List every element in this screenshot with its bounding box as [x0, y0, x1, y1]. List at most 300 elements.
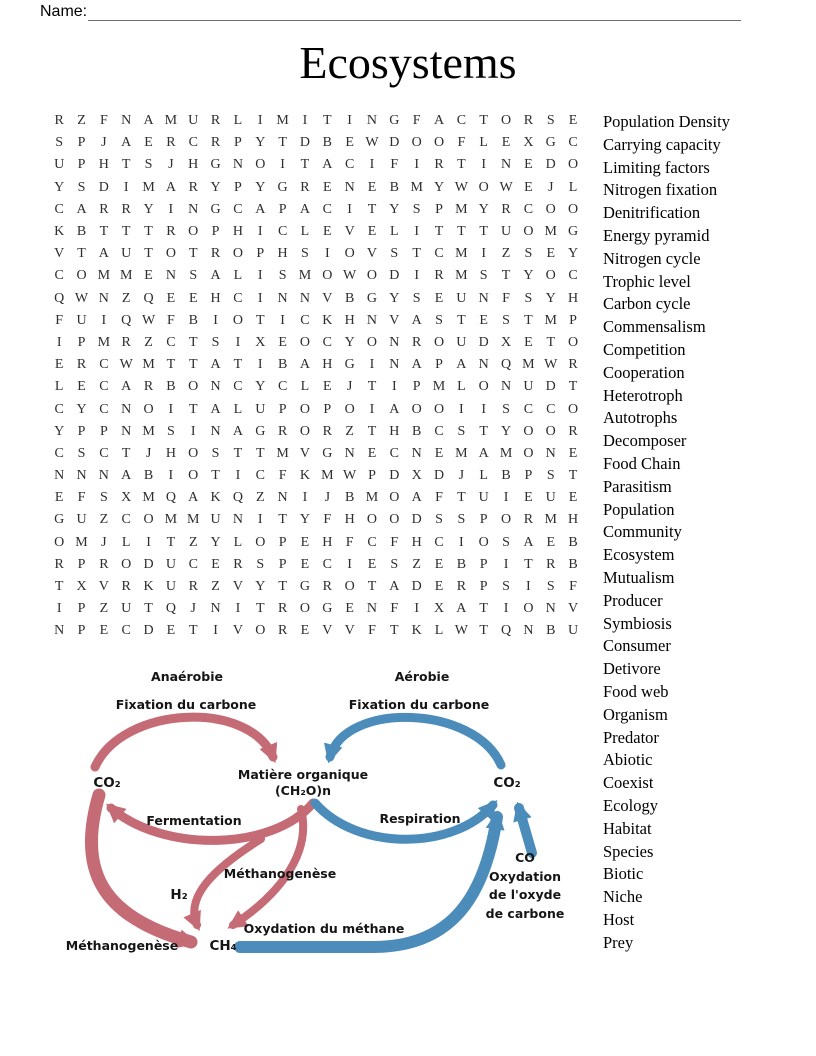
grid-letter: O: [188, 379, 199, 395]
grid-letter: A: [456, 601, 467, 617]
grid-letter: O: [411, 401, 422, 417]
grid-letter: P: [524, 468, 533, 484]
grid-letter: C: [322, 556, 332, 572]
grid-letter: T: [479, 601, 488, 617]
grid-letter: J: [458, 468, 465, 484]
grid-letter: T: [188, 623, 198, 639]
grid-letter: L: [568, 179, 578, 195]
grid-letter: I: [369, 157, 375, 173]
grid-letter: I: [481, 157, 487, 173]
grid-letter: J: [190, 601, 196, 617]
grid-letter: D: [389, 135, 400, 151]
grid-letter: I: [414, 157, 419, 173]
grid-letter: T: [77, 246, 86, 262]
grid-letter: E: [323, 379, 332, 395]
word-list-item: Autotrophs: [603, 408, 678, 428]
grid-letter: T: [367, 579, 377, 595]
grid-letter: M: [142, 490, 155, 506]
grid-letter: N: [232, 157, 243, 173]
grid-letter: M: [298, 268, 312, 284]
grid-letter: I: [369, 401, 375, 417]
word-list-item: Nitrogen fixation: [603, 180, 718, 200]
grid-letter: B: [568, 534, 578, 550]
grid-letter: L: [233, 401, 243, 417]
grid-letter: Y: [255, 135, 266, 151]
grid-letter: Y: [344, 334, 355, 350]
grid-letter: V: [232, 623, 243, 639]
grid-letter: R: [166, 224, 176, 240]
grid-letter: I: [324, 246, 330, 262]
grid-letter: O: [188, 224, 199, 240]
grid-letter: G: [299, 579, 311, 595]
grid-letter: M: [164, 113, 178, 129]
grid-letter: Y: [255, 579, 266, 595]
grid-letter: N: [121, 401, 132, 417]
word-list-item: Habitat: [603, 818, 652, 838]
grid-letter: H: [277, 246, 288, 262]
grid-letter: C: [523, 401, 534, 417]
grid-letter: A: [121, 135, 132, 151]
co2-left-label: CO₂: [93, 775, 121, 791]
grid-letter: C: [99, 445, 109, 461]
grid-letter: B: [166, 379, 176, 395]
grid-letter: I: [101, 312, 107, 328]
co-oxydation-label: [486, 849, 565, 923]
grid-letter: V: [299, 445, 311, 461]
grid-letter: O: [344, 246, 355, 262]
grid-letter: B: [143, 468, 154, 484]
grid-letter: M: [455, 201, 468, 217]
grid-letter: R: [54, 556, 64, 572]
grid-letter: O: [433, 135, 445, 151]
grid-letter: B: [344, 490, 355, 506]
co2-right-label: CO₂: [493, 775, 521, 791]
grid-letter: N: [210, 379, 221, 395]
grid-letter: N: [500, 379, 512, 395]
grid-letter: R: [188, 579, 198, 595]
grid-letter: L: [457, 379, 466, 395]
grid-letter: T: [278, 135, 287, 151]
grid-letter: H: [568, 512, 579, 528]
grid-letter: S: [546, 113, 555, 129]
grid-letter: S: [524, 290, 533, 306]
word-list-item: Mutualism: [603, 567, 675, 587]
grid-letter: O: [568, 334, 579, 350]
word-list-item: Energy pyramid: [603, 225, 710, 245]
grid-letter: A: [255, 201, 266, 217]
grid-letter: B: [277, 357, 288, 373]
grid-letter: G: [545, 135, 556, 151]
word-list-item: Heterotroph: [603, 385, 683, 405]
grid-letter: E: [367, 224, 377, 240]
grid-letter: S: [256, 556, 265, 572]
grid-letter: S: [457, 512, 466, 528]
grid-letter: N: [121, 423, 132, 439]
word-list: [603, 111, 730, 954]
grid-letter: M: [119, 268, 133, 284]
grid-letter: I: [257, 113, 263, 129]
grid-letter: L: [434, 623, 444, 639]
grid-letter: I: [56, 334, 62, 350]
grid-letter: S: [77, 179, 86, 195]
grid-letter: M: [544, 224, 557, 240]
grid-letter: P: [569, 312, 577, 328]
grid-letter: N: [54, 468, 65, 484]
grid-letter: O: [255, 623, 266, 639]
word-list-item: Producer: [603, 590, 663, 610]
grid-letter: C: [121, 512, 131, 528]
grid-letter: W: [343, 468, 357, 484]
grid-letter: C: [568, 135, 578, 151]
grid-letter: N: [210, 601, 221, 617]
grid-letter: Q: [165, 601, 176, 617]
grid-letter: R: [300, 179, 310, 195]
grid-letter: G: [255, 423, 266, 439]
grid-letter: S: [546, 579, 555, 595]
grid-letter: O: [478, 534, 489, 550]
grid-letter: X: [76, 579, 87, 595]
grid-letter: A: [389, 401, 400, 417]
grid-letter: O: [366, 334, 378, 350]
grid-letter: K: [322, 312, 333, 328]
grid-letter: G: [366, 290, 378, 306]
grid-letter: P: [77, 601, 86, 617]
grid-letter: O: [389, 490, 400, 506]
grid-letter: N: [210, 423, 221, 439]
grid-letter: O: [500, 113, 512, 129]
grid-letter: Y: [210, 179, 221, 195]
grid-letter: Y: [389, 290, 400, 306]
grid-letter: X: [411, 468, 422, 484]
grid-letter: U: [523, 379, 534, 395]
grid-letter: T: [188, 357, 198, 373]
grid-letter: P: [278, 534, 287, 550]
grid-letter: U: [76, 512, 87, 528]
grid-letter: N: [98, 468, 109, 484]
grid-letter: D: [299, 135, 311, 151]
grid-letter: T: [166, 357, 176, 373]
grid-letter: M: [321, 468, 334, 484]
grid-letter: V: [568, 601, 579, 617]
grid-letter: D: [545, 157, 556, 173]
grid-letter: S: [479, 268, 488, 284]
grid-letter: O: [500, 512, 512, 528]
grid-letter: L: [121, 534, 131, 550]
grid-letter: O: [523, 601, 534, 617]
grid-letter: Z: [412, 556, 421, 572]
grid-letter: H: [322, 357, 333, 373]
grid-letter: X: [500, 334, 512, 350]
grid-letter: S: [278, 268, 287, 284]
grid-letter: I: [280, 312, 285, 328]
grid-letter: M: [142, 357, 155, 373]
grid-letter: L: [54, 379, 64, 395]
grid-letter: M: [164, 512, 178, 528]
grid-letter: R: [121, 334, 131, 350]
grid-letter: Z: [99, 512, 109, 528]
grid-letter: S: [390, 556, 399, 572]
grid-letter: S: [99, 490, 108, 506]
grid-letter: O: [121, 556, 132, 572]
grid-letter: G: [322, 601, 333, 617]
grid-letter: O: [411, 135, 422, 151]
grid-letter: K: [210, 490, 221, 506]
grid-letter: R: [523, 512, 534, 528]
co-oxydation-line2: Oxydation: [489, 868, 561, 884]
grid-letter: U: [188, 113, 199, 129]
grid-letter: N: [478, 290, 489, 306]
grid-letter: C: [277, 224, 288, 240]
grid-letter: C: [54, 445, 64, 461]
word-list-item: Organism: [603, 704, 668, 724]
grid-letter: U: [76, 312, 87, 328]
fermentation-label: Fermentation: [146, 813, 242, 828]
grid-letter: Y: [568, 246, 579, 262]
grid-letter: M: [276, 113, 289, 129]
grid-letter: I: [257, 357, 263, 373]
grid-letter: O: [143, 512, 154, 528]
grid-letter: C: [121, 623, 131, 639]
grid-letter: W: [499, 179, 513, 195]
grid-letter: B: [389, 179, 399, 195]
grid-letter: C: [367, 534, 377, 550]
grid-letter: S: [77, 445, 86, 461]
grid-letter: T: [434, 224, 444, 240]
grid-letter: R: [434, 268, 444, 284]
grid-letter: V: [322, 623, 333, 639]
grid-letter: G: [210, 157, 221, 173]
grid-letter: P: [234, 135, 242, 151]
grid-letter: O: [188, 445, 199, 461]
grid-letter: C: [456, 113, 467, 129]
grid-letter: E: [434, 556, 444, 572]
grid-letter: E: [434, 445, 444, 461]
grid-letter: K: [411, 623, 422, 639]
grid-letter: O: [76, 268, 87, 284]
grid-letter: C: [54, 401, 64, 417]
grid-letter: P: [77, 334, 86, 350]
grid-letter: P: [77, 135, 86, 151]
grid-letter: A: [121, 379, 132, 395]
grid-letter: T: [144, 224, 153, 240]
grid-letter: N: [121, 113, 132, 129]
grid-letter: K: [143, 579, 154, 595]
grid-letter: Z: [345, 423, 354, 439]
grid-letter: M: [455, 445, 468, 461]
grid-letter: W: [544, 357, 558, 373]
grid-letter: Y: [76, 401, 87, 417]
grid-letter: P: [256, 246, 265, 262]
grid-letter: R: [568, 357, 578, 373]
grid-letter: A: [411, 312, 422, 328]
grid-letter: T: [144, 246, 153, 262]
grid-letter: I: [257, 268, 263, 284]
grid-letter: P: [99, 423, 108, 439]
grid-letter: R: [210, 113, 221, 129]
grid-letter: O: [523, 445, 534, 461]
grid-letter: O: [523, 224, 534, 240]
grid-letter: C: [277, 379, 288, 395]
grid-letter: E: [434, 579, 444, 595]
grid-letter: E: [568, 490, 578, 506]
fixation-carbone-left-arrow: [95, 717, 273, 767]
grid-letter: L: [390, 224, 399, 240]
grid-letter: O: [299, 401, 311, 417]
grid-letter: R: [277, 623, 288, 639]
grid-letter: E: [300, 556, 310, 572]
grid-letter: E: [77, 379, 86, 395]
grid-letter: A: [210, 401, 221, 417]
word-list-item: Host: [603, 909, 635, 929]
grid-letter: C: [233, 201, 243, 217]
grid-letter: I: [257, 224, 263, 240]
grid-letter: N: [478, 357, 489, 373]
grid-letter: H: [188, 157, 199, 173]
grid-letter: F: [77, 490, 86, 506]
grid-letter: H: [344, 312, 355, 328]
grid-letter: N: [344, 445, 355, 461]
grid-letter: N: [366, 312, 378, 328]
grid-letter: V: [366, 246, 378, 262]
grid-letter: I: [235, 601, 241, 617]
grid-letter: I: [503, 490, 509, 506]
grid-letter: E: [188, 290, 198, 306]
grid-letter: I: [503, 601, 509, 617]
grid-letter: T: [188, 401, 198, 417]
grid-letter: F: [569, 579, 577, 595]
grid-letter: R: [277, 601, 288, 617]
grid-letter: T: [479, 423, 488, 439]
grid-letter: Z: [255, 490, 265, 506]
grid-letter: D: [545, 379, 556, 395]
grid-letter: N: [545, 601, 556, 617]
grid-letter: Y: [523, 268, 534, 284]
grid-letter: V: [232, 579, 243, 595]
grid-letter: G: [568, 224, 579, 240]
grid-letter: I: [414, 601, 419, 617]
grid-letter: I: [168, 201, 174, 217]
grid-letter: B: [76, 224, 87, 240]
grid-letter: L: [300, 379, 310, 395]
grid-letter: Z: [121, 290, 131, 306]
grid-letter: C: [54, 268, 64, 284]
grid-letter: Q: [54, 290, 65, 306]
word-list-item: Detivore: [603, 659, 661, 679]
grid-letter: T: [412, 246, 421, 262]
grid-letter: M: [75, 534, 88, 550]
grid-letter: H: [98, 157, 109, 173]
grid-letter: E: [278, 334, 287, 350]
grid-letter: J: [548, 179, 554, 195]
grid-letter: O: [344, 401, 355, 417]
grid-letter: E: [300, 534, 310, 550]
grid-letter: O: [165, 246, 176, 262]
grid-letter: T: [233, 357, 243, 373]
grid-letter: Q: [121, 312, 132, 328]
name-row: [40, 3, 742, 25]
fixation-carbone-left-label: Fixation du carbone: [115, 697, 257, 712]
grid-letter: U: [54, 157, 65, 173]
grid-letter: R: [143, 379, 154, 395]
grid-letter: S: [301, 246, 309, 262]
grid-letter: O: [232, 246, 243, 262]
grid-letter: T: [479, 113, 488, 129]
word-list-item: Competition: [603, 339, 686, 359]
grid-letter: M: [276, 445, 289, 461]
fixation-carbone-right-arrow: [330, 717, 501, 765]
grid-letter: R: [568, 423, 578, 439]
grid-letter: O: [322, 268, 333, 284]
grid-letter: I: [235, 334, 241, 350]
grid-letter: P: [77, 157, 86, 173]
grid-letter: R: [546, 556, 556, 572]
grid-letter: E: [524, 490, 533, 506]
grid-letter: O: [299, 423, 311, 439]
word-list-item: Prey: [603, 932, 634, 952]
grid-letter: S: [435, 512, 443, 528]
grid-letter: J: [168, 157, 174, 173]
grid-letter: N: [165, 268, 176, 284]
grid-letter: U: [545, 490, 556, 506]
grid-letter: B: [344, 290, 355, 306]
word-list-item: Symbiosis: [603, 613, 672, 633]
grid-letter: T: [278, 579, 287, 595]
grid-letter: A: [143, 113, 154, 129]
grid-letter: E: [546, 246, 556, 262]
word-list-item: Species: [603, 841, 654, 861]
grid-letter: T: [457, 157, 466, 173]
grid-letter: S: [390, 246, 399, 262]
grid-letter: S: [144, 157, 153, 173]
grid-letter: P: [278, 201, 287, 217]
grid-letter: I: [168, 468, 174, 484]
grid-letter: P: [211, 224, 220, 240]
grid-letter: D: [478, 334, 489, 350]
grid-letter: Q: [232, 490, 243, 506]
grid-letter: M: [455, 246, 468, 262]
grid-letter: R: [322, 579, 332, 595]
grid-letter: L: [300, 224, 310, 240]
word-list-item: Nitrogen cycle: [603, 248, 701, 268]
grid-letter: A: [98, 246, 109, 262]
grid-letter: D: [411, 579, 422, 595]
grid-letter: B: [568, 556, 578, 572]
grid-letter: B: [188, 312, 198, 328]
grid-letter: P: [278, 401, 287, 417]
word-list-item: Consumer: [603, 636, 671, 656]
grid-letter: E: [524, 334, 533, 350]
grid-letter: E: [367, 179, 377, 195]
matiere-organique-label: [238, 767, 368, 799]
grid-letter: U: [568, 623, 579, 639]
word-list-item: Decomposer: [603, 431, 687, 451]
grid-letter: I: [369, 357, 375, 373]
grid-letter: B: [501, 468, 511, 484]
grid-letter: F: [390, 534, 399, 550]
word-list-item: Parasitism: [603, 476, 672, 496]
grid-letter: B: [456, 556, 467, 572]
grid-letter: I: [414, 224, 419, 240]
word-list-item: Food web: [603, 681, 669, 701]
grid-letter: E: [323, 179, 332, 195]
grid-letter: E: [54, 490, 64, 506]
grid-letter: F: [502, 290, 510, 306]
grid-letter: T: [390, 623, 399, 639]
grid-letter: T: [568, 379, 578, 395]
word-list-item: Carbon cycle: [603, 294, 691, 314]
aerobie-label: Aérobie: [394, 669, 450, 684]
grid-letter: P: [435, 357, 443, 373]
